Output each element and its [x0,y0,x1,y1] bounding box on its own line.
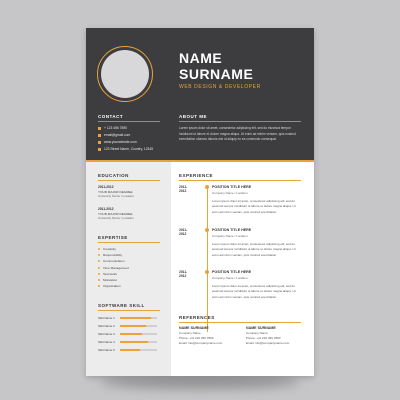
skill-bar [120,325,157,328]
last-name: SURNAME [179,66,254,82]
profile-photo-frame [97,46,153,102]
list-item: Organization [98,283,129,289]
bullet-icon [98,267,100,269]
about-text: Lorem ipsum dolor sit amet, consectetur adipiscing elit, sed do eiusmod tempor incididunt ut labore et dolore magna aliqua. Ut enim ad minim veniam, quis nostrud exercitation ullamco laboris nisi ut aliquip ex ea commodo consequat. [179,126,296,142]
contact-website: www.yourwebsite.com [98,140,137,144]
expertise-divider [98,242,160,243]
web-icon [98,141,101,144]
skill-bar-fill [120,325,146,328]
education-item: 2011-2012 YOUR MAJOR DEGREE University Name / Location [98,185,134,198]
list-item: Teamwork [98,271,129,277]
software-skill-divider [98,310,160,311]
skill-bar [120,341,157,344]
contact-title: CONTACT [98,114,124,119]
list-item: Communication [98,258,129,264]
skill-bar [120,349,157,352]
bullet-icon [98,260,100,262]
bullet-icon [98,248,100,250]
skill-row: Skill Name 2 [98,324,157,328]
skill-bar-fill [120,317,151,320]
full-name [179,50,253,82]
about-title: ABOUT ME [179,114,207,119]
timeline-dot-icon [205,185,209,189]
education-divider [98,180,160,181]
skill-row: Skill Name 5 [98,348,157,352]
resume-page: NAME SURNAME WEB DESIGN & DEVELOPER CONTACT + 123 456 7890 email@gmail.com www.yourwebsite.com 123 Street Name, Country, 12345 ABOUT ME Lorem ipsum dolor sit amet, consectetur adipiscing elit, sed do eiusmod tempor incididunt ut labore et dolore magna aliqua. Ut enim ad minim veniam, quis nostrud exercitation ullamco laboris nisi ut aliquip ex ea commodo consequat. EDUCATION 2011-2012 YOUR MAJOR DEGREE University Name / Location 2011-2012 YOUR MAJOR DEGREE University Name / Location EXPERTISE Creativity Responsibility Communication Time Management Teamwork Motivation Organization SOFTWARE SKILL Skill Name 1 Skill Name 2 Skill Name 3 Skill Name 4 Skill Name 5 EXPERIENCE 2011-2012 POSITION TITLE HERE Company Name / Location Lorem ipsum dolor sit amet, consectetur adipiscing elit, sed do eiusmod tempor incididunt ut labore et dolore magna aliqua. Ut enim ad minim veniam, quis nostrud exercitation. 2011-2012 POSITION TITLE HERE Company Name / Location Lorem ipsum dolor sit amet, consectetur adipiscing elit, sed do eiusmod tempor incididunt ut labore et dolore magna aliqua. Ut enim ad minim veniam, quis nostrud exercitation. 2011-2012 POSITION TITLE HERE Company Name / Location Lorem ipsum dolor sit amet, consectetur adipiscing elit, sed do eiusmod tempor incididunt ut labore et dolore magna aliqua. Ut enim ad minim veniam, quis nostrud exercitation. REFERENCES NAME SURNAME Company Name Phone: +11 222 456 7890 Email: info@companyname.com NAME SURNAME Company Name Phone: +11 222 456 7890 Email: info@companyname.com [86,28,314,376]
phone-icon [98,127,101,130]
list-item: Responsibility [98,252,129,258]
email-icon [98,134,101,137]
contact-email: email@gmail.com [98,133,130,137]
skill-bar [120,333,157,336]
list-item: Motivation [98,277,129,283]
skill-bar-fill [120,333,142,336]
education-title: EDUCATION [98,173,129,178]
education-item: 2011-2012 YOUR MAJOR DEGREE University Name / Location [98,207,134,220]
contact-divider [98,121,160,122]
skill-bar-fill [120,349,140,352]
about-divider [179,121,301,122]
references-divider [179,322,301,323]
skill-bar-fill [120,341,148,344]
profile-photo-placeholder [101,50,149,98]
bullet-icon [98,254,100,256]
reference-item: NAME SURNAME Company Name Phone: +11 222 456 7890 Email: info@companyname.com [246,326,290,346]
resume-header [86,28,314,160]
first-name: NAME [179,50,223,66]
skill-row: Skill Name 1 [98,316,157,320]
skill-bar [120,317,157,320]
bullet-icon [98,285,100,287]
software-skill-title: SOFTWARE SKILL [98,303,145,308]
expertise-list [98,246,129,289]
contact-phone: + 123 456 7890 [98,126,127,130]
skill-row: Skill Name 3 [98,332,157,336]
list-item: Creativity [98,246,129,252]
expertise-title: EXPERTISE [98,235,128,240]
experience-divider [179,180,301,181]
location-icon [98,148,101,151]
references-title: REFERENCES [179,315,215,320]
timeline-dot-icon [205,228,209,232]
experience-title: EXPERIENCE [179,173,214,178]
bullet-icon [98,273,100,275]
timeline-dot-icon [205,270,209,274]
page-shadow [100,375,300,389]
job-role: WEB DESIGN & DEVELOPER [179,84,261,90]
reference-item: NAME SURNAME Company Name Phone: +11 222 456 7890 Email: info@companyname.com [179,326,223,346]
bullet-icon [98,279,100,281]
skill-row: Skill Name 4 [98,340,157,344]
contact-address: 123 Street Name, Country, 12345 [98,147,153,151]
list-item: Time Management [98,265,129,271]
timeline-line [207,186,208,332]
